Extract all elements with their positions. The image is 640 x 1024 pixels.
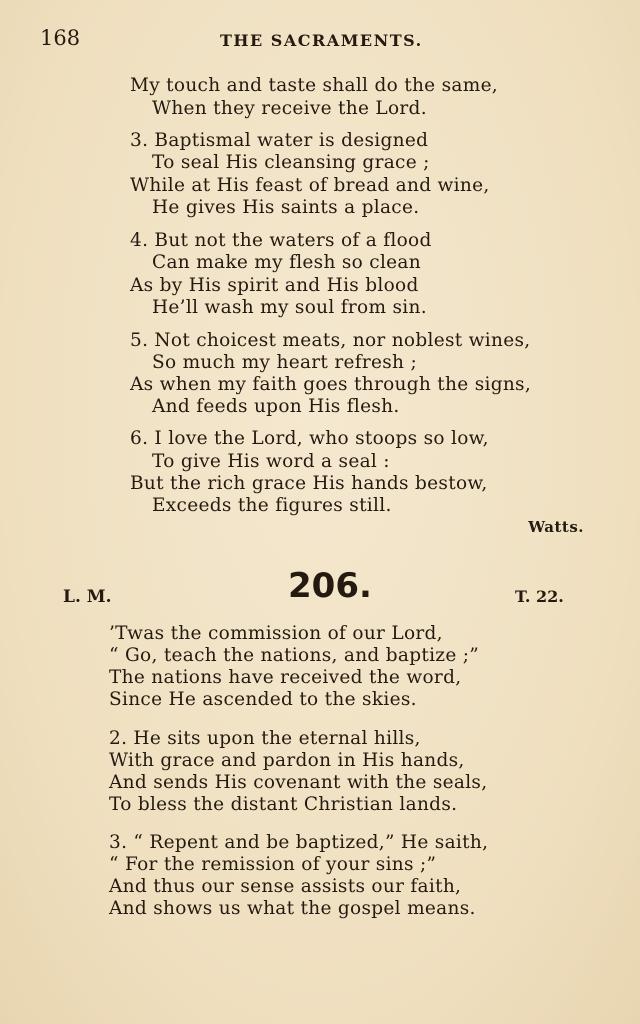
- hymn-meter: L. M.: [63, 587, 112, 607]
- verse-line: As by His spirit and His blood: [130, 275, 419, 296]
- running-title: THE SACRAMENTS.: [220, 31, 423, 50]
- verse-line: 3. Baptismal water is designed: [130, 130, 429, 151]
- verse-line: He gives His saints a place.: [152, 197, 420, 218]
- verse-line: As when my faith goes through the signs,: [130, 374, 532, 395]
- verse-line: And shows us what the gospel means.: [109, 898, 476, 919]
- verse-line: My touch and taste shall do the same,: [130, 75, 498, 96]
- verse-line: To give His word a seal :: [152, 451, 390, 472]
- verse-line: With grace and pardon in His hands,: [109, 750, 465, 771]
- verse-line: And sends His covenant with the seals,: [109, 772, 488, 793]
- verse-line: 4. But not the waters of a flood: [130, 230, 432, 251]
- hymn-tune: T. 22.: [515, 587, 564, 606]
- page-number: 168: [40, 26, 81, 50]
- verse-line: 6. I love the Lord, who stoops so low,: [130, 428, 489, 449]
- verse-line: While at His feast of bread and wine,: [130, 175, 490, 196]
- verse-line: Since He ascended to the skies.: [109, 689, 417, 710]
- verse-line: And feeds upon His flesh.: [152, 396, 400, 417]
- verse-line: ’Twas the commission of our Lord,: [109, 623, 443, 644]
- hymn-number: 206.: [288, 566, 372, 606]
- verse-line: “ Go, teach the nations, and baptize ;”: [109, 645, 480, 666]
- verse-line: To seal His cleansing grace ;: [152, 152, 430, 173]
- verse-line: 5. Not choicest meats, nor noblest wines,: [130, 330, 531, 351]
- verse-line: The nations have received the word,: [109, 667, 462, 688]
- verse-line: 3. “ Repent and be baptized,” He saith,: [109, 832, 489, 853]
- verse-line: And thus our sense assists our faith,: [109, 876, 462, 897]
- verse-line: So much my heart refresh ;: [152, 352, 417, 373]
- verse-line: To bless the distant Christian lands.: [109, 794, 458, 815]
- verse-line: When they receive the Lord.: [152, 98, 427, 119]
- verse-line: He’ll wash my soul from sin.: [152, 297, 427, 318]
- verse-line: Can make my flesh so clean: [152, 252, 421, 273]
- verse-line: “ For the remission of your sins ;”: [109, 854, 437, 875]
- verse-line: But the rich grace His hands bestow,: [130, 473, 488, 494]
- verse-line: Exceeds the figures still.: [152, 495, 392, 516]
- verse-line: 2. He sits upon the eternal hills,: [109, 728, 421, 749]
- hymn-author: Watts.: [528, 518, 584, 536]
